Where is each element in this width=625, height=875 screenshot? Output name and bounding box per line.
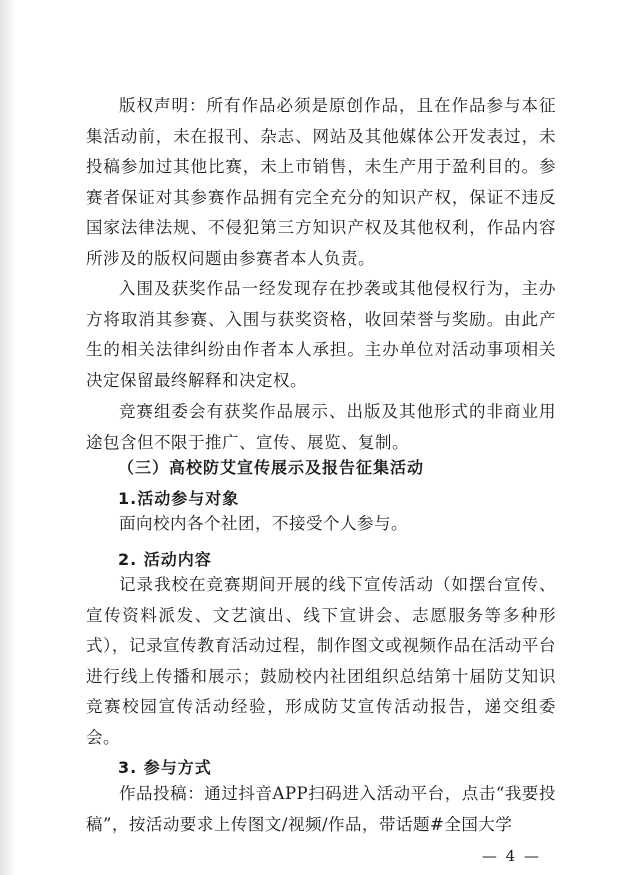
content-heading: 2. 活动内容 [118, 550, 212, 569]
section-three-heading: （三）高校防艾宣传展示及报告征集活动 [118, 458, 425, 477]
copyright-paragraph: 版权声明：所有作品必须是原创作品，且在作品参与本征集活动前，未在报刊、杂志、网站及其他媒体公开发表过，未投稿参加过其他比赛，未上市销售，未生产用于盈利目的。参赛者保证对其参赛作品拥有完全充分的知识产权，保证不违反国家法律法规、不侵犯第三方知识产权及其他权利，作品内容所涉及的版权问题由参赛者本人负责。 [86, 96, 556, 268]
method-heading: 3. 参与方式 [118, 758, 212, 777]
participants-heading: 1.活动参与对象 [118, 489, 240, 508]
usage-paragraph: 竞赛组委会有获奖作品展示、出版及其他形式的非商业用途包含但不限于推广、宣传、展览、复制。 [86, 402, 556, 452]
page-number: — 4 — [481, 847, 541, 865]
content-paragraph: 记录我校在竞赛期间开展的线下宣传活动（如摆台宣传、宣传资料派发、文艺演出、线下宣讲会、志愿服务等多种形式），记录宣传教育活动过程，制作图文或视频作品在活动平台进行线上传播和展示；鼓励校内社团组织总结第十届防艾知识竞赛校园宣传活动经验，形成防艾宣传活动报告，递交组委会。 [86, 575, 556, 747]
participants-paragraph: 面向校内各个社团，不接受个人参与。 [119, 514, 408, 533]
infringement-paragraph: 入围及获奖作品一经发现存在抄袭或其他侵权行为，主办方将取消其参赛、入围与获奖资格，收回荣誉与奖励。由此产生的相关法律纠纷由作者本人承担。主办单位对活动事项相关决定保留最终解释和决定权。 [86, 279, 556, 390]
submission-paragraph: 作品投稿：通过抖音APP扫码进入活动平台，点击“我要投稿”，按活动要求上传图文/视频/作品，带话题#全国大学 [86, 784, 556, 834]
